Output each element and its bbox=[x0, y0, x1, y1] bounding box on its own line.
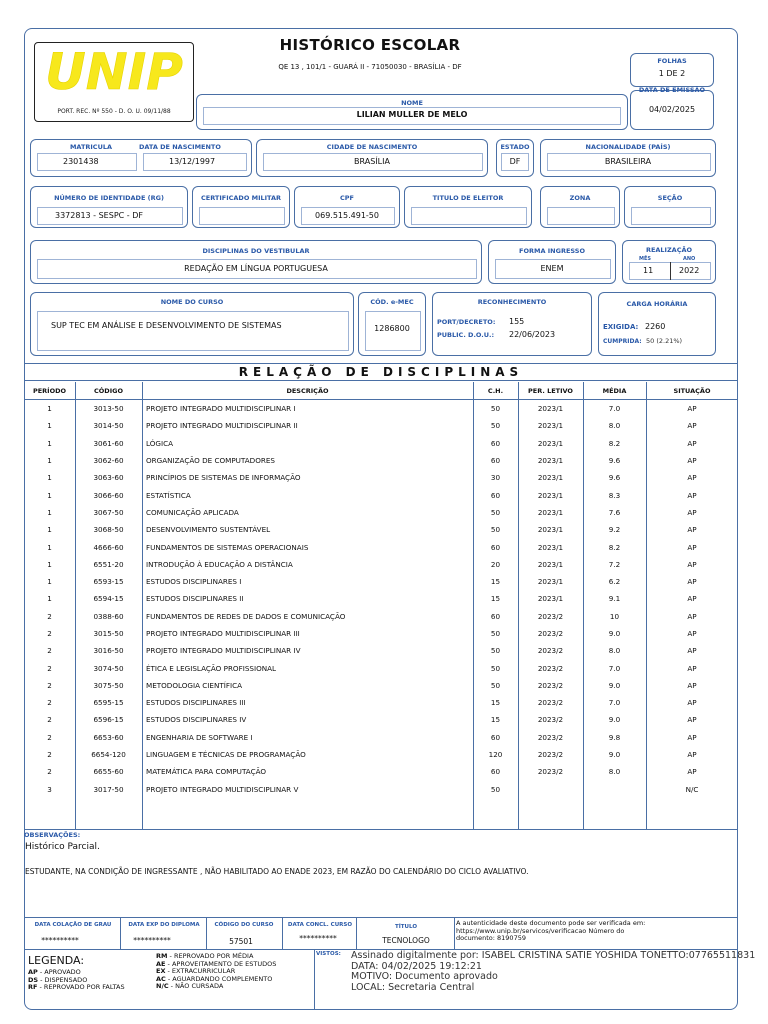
cell-media: 8.2 bbox=[608, 542, 621, 552]
curso-box bbox=[30, 292, 354, 356]
ingresso-box bbox=[488, 240, 616, 284]
cell-codigo: 3013-50 bbox=[93, 404, 124, 414]
col-codigo: CÓDIGO bbox=[75, 382, 142, 400]
cell-media: 10 bbox=[609, 611, 620, 621]
cell-media: 9.0 bbox=[608, 629, 621, 638]
dou-label: PUBLIC. D.O.U.: bbox=[437, 331, 495, 339]
cell-per-letivo: 2023/2 bbox=[537, 629, 564, 638]
observacoes-label: OBSERVAÇÕES: bbox=[24, 831, 81, 839]
cell-per-letivo: 2023/2 bbox=[537, 715, 564, 725]
cell-periodo: 1 bbox=[47, 525, 52, 535]
table-row bbox=[24, 435, 738, 452]
emissao-value: 04/02/2025 bbox=[648, 105, 696, 114]
cell-situacao: N/C bbox=[685, 784, 699, 794]
folhas-value: 1 DE 2 bbox=[658, 69, 686, 78]
observacoes-line1: Histórico Parcial. bbox=[25, 842, 100, 852]
folhas-label: FOLHAS bbox=[657, 57, 687, 65]
cell-descricao: PROJETO INTEGRADO MULTIDISCIPLINAR III bbox=[146, 629, 300, 638]
cell-media: 6.2 bbox=[608, 577, 621, 587]
table-row bbox=[24, 486, 738, 503]
cumprida-value: 50 (2.21%) bbox=[646, 337, 683, 345]
cell-per-letivo: 2023/2 bbox=[537, 680, 564, 690]
cell-periodo: 1 bbox=[47, 456, 52, 466]
nome-value: LILIAN MULLER DE MELO bbox=[356, 110, 468, 119]
cell-situacao: AP bbox=[687, 542, 697, 552]
table-row bbox=[24, 677, 738, 694]
cell-ch: 60 bbox=[490, 456, 501, 466]
cell-codigo: 3068-50 bbox=[93, 525, 124, 535]
mes-label: MÊS bbox=[639, 256, 651, 262]
cell-situacao: AP bbox=[687, 680, 697, 690]
nascimento-value: 13/12/1997 bbox=[169, 157, 216, 166]
table-row bbox=[24, 642, 738, 659]
cell-per-letivo: 2023/1 bbox=[537, 404, 564, 414]
cell-per-letivo bbox=[518, 781, 583, 798]
cell-media: 9.1 bbox=[608, 594, 621, 604]
cidade-label: CIDADE DE NASCIMENTO bbox=[326, 143, 418, 151]
cell-periodo: 2 bbox=[47, 732, 52, 742]
cell-codigo: 3067-50 bbox=[93, 507, 124, 517]
col-periodo: PERÍODO bbox=[24, 382, 75, 400]
cell-ch: 60 bbox=[490, 767, 501, 777]
cell-ch: 50 bbox=[490, 646, 501, 656]
cell-media: 8.0 bbox=[608, 767, 621, 777]
table-row bbox=[24, 556, 738, 573]
cell-media: 7.6 bbox=[608, 507, 621, 517]
emec-box bbox=[358, 292, 426, 356]
cell-periodo: 1 bbox=[47, 542, 52, 552]
cell-per-letivo: 2023/2 bbox=[537, 698, 564, 708]
cell-media: 9.8 bbox=[608, 732, 621, 742]
ano-label: ANO bbox=[683, 256, 696, 262]
cell-periodo: 1 bbox=[47, 490, 52, 500]
legenda-col1 bbox=[28, 969, 125, 992]
cell-codigo: 6551-20 bbox=[93, 559, 124, 569]
carga-label: CARGA HORÁRIA bbox=[626, 300, 688, 308]
legenda-col2 bbox=[156, 953, 276, 991]
cell-media: 9.6 bbox=[608, 456, 621, 466]
nome-label: NOME bbox=[401, 99, 423, 107]
cell-media: 8.2 bbox=[608, 438, 621, 448]
expdiploma-value: ********** bbox=[133, 936, 171, 945]
cell-situacao: AP bbox=[687, 698, 697, 708]
table-row bbox=[24, 711, 738, 728]
rg-box bbox=[30, 186, 188, 228]
table-row bbox=[24, 452, 738, 469]
cell-periodo: 2 bbox=[47, 715, 52, 725]
table-row bbox=[24, 763, 738, 780]
cell-per-letivo: 2023/1 bbox=[537, 473, 564, 483]
cell-codigo: 6594-15 bbox=[93, 594, 124, 604]
cell-situacao: AP bbox=[687, 525, 697, 535]
cpf-box bbox=[294, 186, 400, 228]
cell-per-letivo: 2023/1 bbox=[537, 507, 564, 517]
cell-per-letivo: 2023/2 bbox=[537, 732, 564, 742]
carga-box bbox=[598, 292, 716, 356]
cell-ch: 50 bbox=[490, 784, 501, 794]
nome-box bbox=[196, 94, 628, 130]
logo-caption: PORT. REC. Nº 550 - D. O. U. 09/11/88 bbox=[57, 108, 171, 115]
ingresso-label: FORMA INGRESSO bbox=[519, 247, 585, 255]
cell-codigo: 3074-50 bbox=[93, 663, 124, 673]
cell-codigo: 6654-120 bbox=[91, 750, 126, 760]
cell-situacao: AP bbox=[687, 438, 697, 448]
cell-per-letivo: 2023/1 bbox=[537, 542, 564, 552]
conclcurso-label: DATA CONCL. CURSO bbox=[287, 922, 353, 928]
cell-ch: 50 bbox=[490, 507, 501, 517]
cell-media: 8.3 bbox=[608, 490, 621, 500]
unip-logo bbox=[39, 45, 189, 97]
cell-media: 7.2 bbox=[608, 559, 621, 569]
cell-situacao: AP bbox=[687, 577, 697, 587]
cell-descricao: ESTATÍSTICA bbox=[146, 490, 191, 500]
vestibular-box bbox=[30, 240, 482, 284]
emec-label: CÓD. e-MEC bbox=[370, 298, 414, 306]
estado-box bbox=[496, 139, 534, 177]
legenda-item: EX - EXTRACURRICULAR bbox=[156, 967, 236, 975]
cell-codigo: 0388-60 bbox=[93, 611, 124, 621]
cell-ch: 50 bbox=[490, 525, 501, 535]
cell-codigo: 4666-60 bbox=[93, 542, 124, 552]
titulo-label: TÍTULO bbox=[395, 924, 417, 930]
cell-periodo: 2 bbox=[47, 663, 52, 673]
col-descricao: DESCRIÇÃO bbox=[142, 382, 473, 400]
cell-descricao: ENGENHARIA DE SOFTWARE I bbox=[146, 732, 253, 742]
cell-ch: 15 bbox=[490, 715, 501, 725]
exigida-label: EXIGIDA: bbox=[603, 323, 639, 331]
table-row bbox=[24, 608, 738, 625]
cell-situacao: AP bbox=[687, 750, 697, 760]
cell-codigo: 6655-60 bbox=[93, 767, 124, 777]
curso-label: NOME DO CURSO bbox=[160, 298, 224, 306]
cell-codigo: 3075-50 bbox=[93, 680, 124, 690]
cell-descricao: PROJETO INTEGRADO MULTIDISCIPLINAR V bbox=[146, 784, 299, 794]
cpf-value: 069.515.491-50 bbox=[315, 211, 379, 220]
cell-ch: 50 bbox=[490, 421, 501, 431]
cell-ch: 15 bbox=[490, 594, 501, 604]
vestibular-label: DISCIPLINAS DO VESTIBULAR bbox=[202, 247, 310, 255]
cell-situacao: AP bbox=[687, 490, 697, 500]
cell-media: 7.0 bbox=[608, 698, 621, 708]
col-situacao: SITUAÇÃO bbox=[646, 382, 738, 400]
cell-codigo: 3014-50 bbox=[93, 421, 124, 431]
rg-value: 3372813 - SESPC - DF bbox=[55, 211, 143, 220]
cell-descricao: LINGUAGEM E TÉCNICAS DE PROGRAMAÇÃO bbox=[146, 750, 306, 760]
cell-situacao: AP bbox=[687, 594, 697, 604]
cell-per-letivo: 2023/2 bbox=[537, 646, 564, 656]
legenda-item: N/C - NÃO CURSADA bbox=[156, 982, 224, 990]
cell-codigo: 6653-60 bbox=[93, 732, 124, 742]
estado-value: DF bbox=[509, 157, 521, 166]
cell-periodo: 1 bbox=[47, 438, 52, 448]
autenticidade-text: A autenticidade deste documento pode ser verificada em: https://www.unip.br/servicos/verificacao Número do documento: 8190759 bbox=[456, 919, 646, 942]
cpf-label: CPF bbox=[340, 194, 354, 202]
table-row bbox=[24, 417, 738, 434]
secao-label: SEÇÃO bbox=[657, 194, 683, 202]
cell-ch: 50 bbox=[490, 663, 501, 673]
cell-periodo: 2 bbox=[47, 629, 52, 638]
cell-media: 9.2 bbox=[608, 525, 621, 535]
table-row bbox=[24, 538, 738, 555]
cell-media: 8.0 bbox=[608, 421, 621, 431]
cell-media: 9.0 bbox=[608, 715, 621, 725]
table-row bbox=[24, 573, 738, 590]
table-header-row bbox=[24, 382, 738, 400]
page-title: HISTÓRICO ESCOLAR bbox=[279, 36, 461, 54]
cell-periodo: 2 bbox=[47, 750, 52, 760]
cell-descricao: MATEMÁTICA PARA COMPUTAÇÃO bbox=[146, 767, 267, 777]
legenda-item: RM - REPROVADO POR MÉDIA bbox=[156, 952, 254, 960]
cell-periodo: 2 bbox=[47, 646, 52, 656]
nacionalidade-value: BRASILEIRA bbox=[604, 157, 652, 166]
codcurso-value: 57501 bbox=[229, 937, 253, 946]
cell-media: 9.0 bbox=[608, 680, 621, 690]
cell-media: 7.0 bbox=[608, 663, 621, 673]
vestibular-value: REDAÇÃO EM LÍNGUA PORTUGUESA bbox=[184, 264, 328, 273]
cell-periodo: 1 bbox=[47, 559, 52, 569]
cell-codigo: 3066-60 bbox=[93, 490, 124, 500]
cell-per-letivo: 2023/1 bbox=[537, 559, 564, 569]
exigida-value: 2260 bbox=[645, 322, 666, 331]
cell-descricao: ESTUDOS DISCIPLINARES II bbox=[146, 594, 244, 604]
matricula-label: MATRICULA bbox=[69, 143, 113, 151]
vistos-label: VISTOS: bbox=[316, 951, 341, 957]
cidade-box bbox=[256, 139, 488, 177]
cell-descricao: ESTUDOS DISCIPLINARES III bbox=[146, 698, 246, 708]
cell-per-letivo: 2023/1 bbox=[537, 594, 564, 604]
emissao-box bbox=[630, 86, 714, 130]
zona-label: ZONA bbox=[569, 194, 591, 202]
logo-wordmark: UNIP bbox=[45, 45, 183, 97]
estado-label: ESTADO bbox=[500, 143, 530, 151]
cell-descricao: ESTUDOS DISCIPLINARES IV bbox=[146, 715, 247, 725]
port-value: 155 bbox=[509, 317, 525, 326]
cell-codigo: 3016-50 bbox=[93, 646, 124, 656]
cell-per-letivo: 2023/1 bbox=[537, 438, 564, 448]
cell-situacao: AP bbox=[687, 559, 697, 569]
table-row bbox=[24, 400, 738, 418]
militar-box bbox=[192, 186, 290, 228]
cell-codigo: 6593-15 bbox=[93, 577, 124, 587]
cell-per-letivo: 2023/1 bbox=[537, 525, 564, 535]
cell-descricao: ORGANIZAÇÃO DE COMPUTADORES bbox=[146, 456, 275, 466]
conclcurso-value: ********** bbox=[299, 934, 337, 943]
cell-periodo: 3 bbox=[47, 784, 52, 794]
legenda-item: DS - DISPENSADO bbox=[28, 975, 88, 984]
cell-descricao: METODOLOGIA CIENTÍFICA bbox=[146, 680, 243, 690]
table-row bbox=[24, 625, 738, 642]
table-row bbox=[24, 469, 738, 486]
cell-ch: 30 bbox=[490, 473, 501, 483]
cell-codigo: 3015-50 bbox=[93, 629, 124, 638]
legenda-item: AC - AGUARDANDO COMPLEMENTO bbox=[156, 974, 273, 983]
cell-descricao: COMUNICAÇÃO APLICADA bbox=[146, 507, 239, 517]
legenda-title: LEGENDA: bbox=[28, 954, 85, 967]
table-row bbox=[24, 521, 738, 538]
cell-periodo: 1 bbox=[47, 473, 52, 483]
cell-per-letivo: 2023/2 bbox=[537, 611, 564, 621]
table-row bbox=[24, 729, 738, 746]
col-per-letivo: PER. LETIVO bbox=[518, 382, 583, 400]
disciplinas-table bbox=[24, 382, 738, 798]
cell-descricao: DESENVOLVIMENTO SUSTENTÁVEL bbox=[146, 525, 271, 535]
cell-codigo: 6596-15 bbox=[93, 715, 124, 725]
relacao-title: RELAÇÃO DE DISCIPLINAS bbox=[24, 363, 738, 381]
emissao-label: DATA DE EMISSÃO bbox=[638, 86, 706, 94]
codcurso-label: CÓDIGO DO CURSO bbox=[214, 922, 274, 928]
cell-periodo: 2 bbox=[47, 611, 52, 621]
colacao-value: ********** bbox=[41, 936, 79, 945]
cidade-value: BRASÍLIA bbox=[354, 157, 390, 166]
table-row bbox=[24, 781, 738, 798]
cell-descricao: PROJETO INTEGRADO MULTIDISCIPLINAR IV bbox=[146, 646, 301, 656]
cell-ch: 120 bbox=[488, 750, 503, 760]
ingresso-value: ENEM bbox=[540, 264, 564, 273]
titulo-value: TECNOLOGO bbox=[382, 936, 430, 945]
realizacao-label: REALIZAÇÃO bbox=[645, 246, 693, 254]
cell-periodo: 1 bbox=[47, 421, 52, 431]
matricula-nascimento-box bbox=[30, 139, 252, 177]
cell-periodo: 1 bbox=[47, 404, 52, 414]
cell-situacao: AP bbox=[687, 715, 697, 725]
cell-media: 8.0 bbox=[608, 646, 621, 656]
legenda-item: AP - APROVADO bbox=[28, 968, 81, 976]
assinatura-block: Assinado digitalmente por: ISABEL CRISTINA SATIE YOSHIDA TONETTO:07765511831 DATA: 04/02/2025 19:12:21 MOTIVO: Documento aprovado LOCAL: Secretaria Central bbox=[351, 950, 756, 993]
table-row bbox=[24, 659, 738, 676]
cell-descricao: PROJETO INTEGRADO MULTIDISCIPLINAR II bbox=[146, 421, 298, 431]
cell-per-letivo: 2023/1 bbox=[537, 490, 564, 500]
observacoes-line2: ESTUDANTE, NA CONDIÇÃO DE INGRESSANTE , NÃO HABILITADO AO ENADE 2023, EM RAZÃO DO CALENDÁRIO DO CICLO AVALIATIVO. bbox=[25, 867, 529, 876]
cell-situacao: AP bbox=[687, 767, 697, 777]
cell-situacao: AP bbox=[687, 507, 697, 517]
table-row bbox=[24, 504, 738, 521]
realizacao-box bbox=[622, 240, 716, 284]
cell-situacao: AP bbox=[687, 629, 697, 638]
cell-descricao: FUNDAMENTOS DE SISTEMAS OPERACIONAIS bbox=[146, 542, 309, 552]
cell-per-letivo: 2023/1 bbox=[537, 456, 564, 466]
cell-situacao: AP bbox=[687, 611, 697, 621]
cumprida-label: CUMPRIDA: bbox=[603, 338, 642, 345]
col-media: MÉDIA bbox=[583, 382, 646, 400]
nacionalidade-box bbox=[540, 139, 716, 177]
ano-value: 2022 bbox=[679, 266, 700, 275]
reconhecimento-label: RECONHECIMENTO bbox=[477, 298, 547, 306]
cell-codigo: 3017-50 bbox=[93, 784, 124, 794]
cell-periodo: 1 bbox=[47, 594, 52, 604]
nascimento-label: DATA DE NASCIMENTO bbox=[139, 143, 221, 151]
cell-ch: 50 bbox=[490, 629, 501, 638]
cell-periodo: 2 bbox=[47, 767, 52, 777]
col-ch: C.H. bbox=[473, 382, 518, 400]
legenda-item: AE - APROVEITAMENTO DE ESTUDOS bbox=[156, 959, 277, 968]
cell-situacao: AP bbox=[687, 404, 697, 414]
cell-ch: 60 bbox=[490, 542, 501, 552]
emec-value: 1286800 bbox=[374, 324, 410, 333]
cell-situacao: AP bbox=[687, 473, 697, 483]
cell-periodo: 2 bbox=[47, 680, 52, 690]
cell-ch: 60 bbox=[490, 438, 501, 448]
cell-periodo: 1 bbox=[47, 577, 52, 587]
table-row bbox=[24, 590, 738, 607]
cell-per-letivo: 2023/1 bbox=[537, 421, 564, 431]
cell-situacao: AP bbox=[687, 456, 697, 466]
eleitor-box bbox=[404, 186, 532, 228]
cell-descricao: INTRODUÇÃO À EDUCAÇÃO A DISTÂNCIA bbox=[146, 559, 293, 569]
port-label: PORT/DECRETO: bbox=[437, 318, 496, 326]
cell-media: 9.6 bbox=[608, 473, 621, 483]
legenda-item: RF - REPROVADO POR FALTAS bbox=[28, 983, 125, 991]
matricula-value: 2301438 bbox=[63, 157, 99, 166]
folhas-box bbox=[630, 53, 714, 87]
cell-situacao: AP bbox=[687, 732, 697, 742]
cell-per-letivo: 2023/2 bbox=[537, 767, 564, 777]
table-row bbox=[24, 694, 738, 711]
cell-situacao: AP bbox=[687, 421, 697, 431]
nacionalidade-label: NACIONALIDADE (PAÍS) bbox=[585, 143, 671, 151]
mes-value: 11 bbox=[643, 266, 654, 275]
table-row bbox=[24, 746, 738, 763]
militar-label: CERTIFICADO MILITAR bbox=[200, 194, 282, 202]
cell-situacao: AP bbox=[687, 646, 697, 656]
cell-media: 9.0 bbox=[608, 750, 621, 760]
cell-ch: 50 bbox=[490, 404, 501, 414]
eleitor-label: TITULO DE ELEITOR bbox=[432, 194, 504, 202]
cell-descricao: ÉTICA E LEGISLAÇÃO PROFISSIONAL bbox=[146, 663, 277, 673]
cell-situacao: AP bbox=[687, 663, 697, 673]
cell-per-letivo: 2023/1 bbox=[537, 577, 564, 587]
cell-ch: 50 bbox=[490, 680, 501, 690]
dou-value: 22/06/2023 bbox=[509, 330, 556, 339]
cell-ch: 60 bbox=[490, 732, 501, 742]
cell-codigo: 6595-15 bbox=[93, 698, 124, 708]
cell-codigo: 3061-60 bbox=[93, 438, 124, 448]
cell-periodo: 2 bbox=[47, 698, 52, 708]
cell-per-letivo: 2023/2 bbox=[537, 750, 564, 760]
cell-per-letivo: 2023/2 bbox=[537, 663, 564, 673]
cell-ch: 60 bbox=[490, 611, 501, 621]
cell-descricao: PROJETO INTEGRADO MULTIDISCIPLINAR I bbox=[146, 404, 296, 414]
rg-label: NÚMERO DE IDENTIDADE (RG) bbox=[54, 194, 164, 202]
curso-value: SUP TEC EM ANÁLISE E DESENVOLVIMENTO DE SISTEMAS bbox=[51, 321, 282, 330]
cell-descricao: LÓGICA bbox=[146, 438, 174, 448]
zona-box bbox=[540, 186, 620, 228]
expdiploma-label: DATA EXP DO DIPLOMA bbox=[128, 922, 200, 928]
cell-periodo: 1 bbox=[47, 507, 52, 517]
observacoes-section bbox=[24, 829, 738, 876]
reconhecimento-box bbox=[432, 292, 592, 356]
cell-descricao: FUNDAMENTOS DE REDES DE DADOS E COMUNICAÇÃO bbox=[146, 611, 346, 621]
institution-address: QE 13 , 101/1 - GUARÁ II - 71050030 - BRASÍLIA - DF bbox=[278, 63, 462, 71]
cell-ch: 15 bbox=[490, 577, 501, 587]
cell-ch: 60 bbox=[490, 490, 501, 500]
cell-media bbox=[583, 781, 646, 798]
secao-box bbox=[624, 186, 716, 228]
logo-box bbox=[34, 42, 194, 122]
cell-descricao: PRINCÍPIOS DE SISTEMAS DE INFORMAÇÃO bbox=[146, 473, 301, 483]
cell-codigo: 3062-60 bbox=[93, 456, 124, 466]
cell-ch: 15 bbox=[490, 698, 501, 708]
cell-ch: 20 bbox=[490, 559, 501, 569]
cell-media: 7.0 bbox=[608, 404, 621, 414]
cell-codigo: 3063-60 bbox=[93, 473, 124, 483]
colacao-label: DATA COLAÇÃO DE GRAU bbox=[34, 922, 112, 928]
cell-descricao: ESTUDOS DISCIPLINARES I bbox=[146, 577, 242, 587]
